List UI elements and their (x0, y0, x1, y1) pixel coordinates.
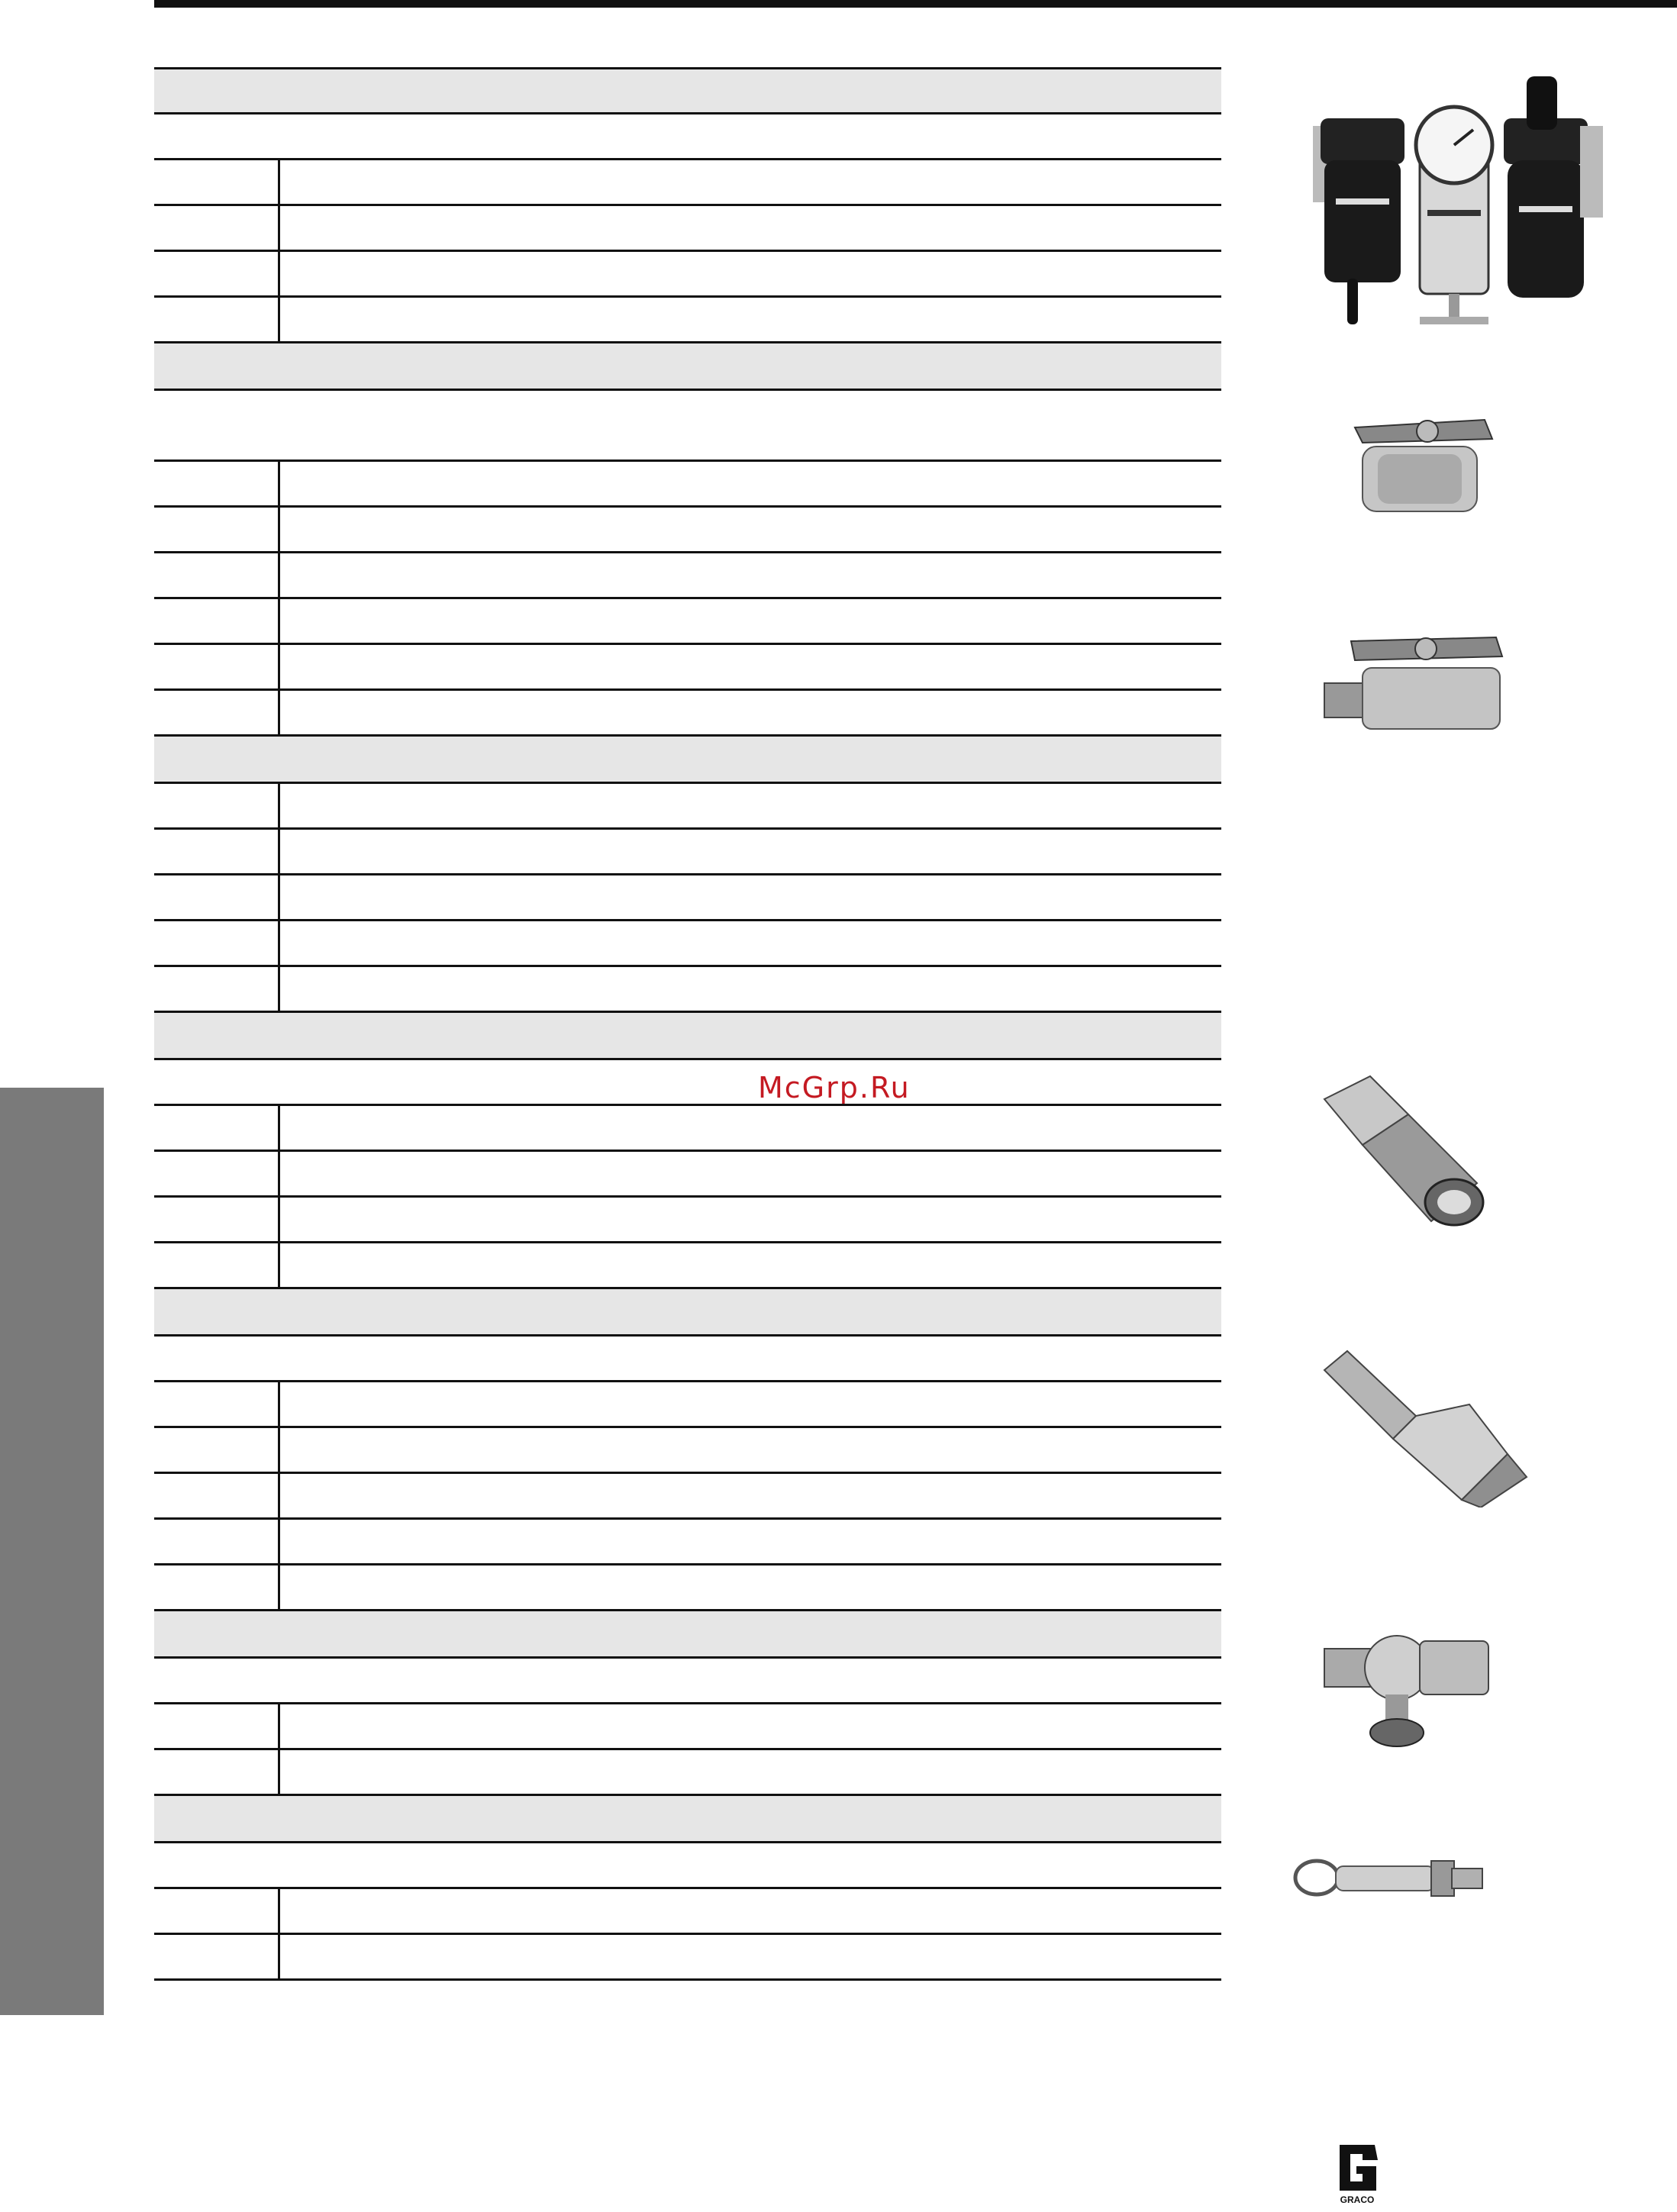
filter-regulator-lubricator-image (1305, 73, 1611, 332)
drain-valve-image (1321, 1618, 1496, 1756)
table-row (154, 1935, 1221, 1981)
table-row (154, 599, 1221, 645)
section-header (154, 343, 1221, 391)
section-description (154, 391, 1221, 462)
table-row (154, 645, 1221, 691)
table-row (154, 1106, 1221, 1152)
side-tab (0, 1088, 104, 2015)
graco-logo (1332, 2137, 1382, 2204)
table-row (154, 1704, 1221, 1750)
table-row (154, 1520, 1221, 1565)
table-row (154, 875, 1221, 921)
section-description (154, 1337, 1221, 1382)
table-row (154, 1889, 1221, 1935)
section-description (154, 114, 1221, 160)
table-row (154, 784, 1221, 830)
table-row (154, 1152, 1221, 1198)
table-row (154, 1565, 1221, 1611)
section-header (154, 1289, 1221, 1337)
quick-coupler-image (1309, 1069, 1492, 1229)
table-row (154, 206, 1221, 252)
table-row (154, 1428, 1221, 1474)
coupler-plug-image (1317, 1347, 1530, 1507)
watermark: McGrp.Ru (758, 1071, 911, 1104)
section-description (154, 1659, 1221, 1704)
parts-table (154, 67, 1221, 1981)
section-description (154, 1060, 1221, 1106)
section-header (154, 737, 1221, 784)
section-description (154, 1843, 1221, 1889)
table-row (154, 160, 1221, 206)
safety-relief-valve-image (1290, 1847, 1488, 1908)
table-row (154, 967, 1221, 1013)
table-row (154, 921, 1221, 967)
table-row (154, 1750, 1221, 1796)
section-header (154, 1611, 1221, 1659)
table-row (154, 1474, 1221, 1520)
table-row (154, 508, 1221, 553)
table-row (154, 1198, 1221, 1243)
section-header (154, 1796, 1221, 1843)
table-row (154, 691, 1221, 737)
section-header (154, 1013, 1221, 1060)
ball-valve-male-female-image (1321, 626, 1519, 733)
table-row (154, 462, 1221, 508)
table-row (154, 553, 1221, 599)
table-row (154, 830, 1221, 875)
table-row (154, 1382, 1221, 1428)
logo-text: GRACO (1340, 2194, 1375, 2204)
table-row (154, 298, 1221, 343)
table-row (154, 1243, 1221, 1289)
table-row (154, 252, 1221, 298)
top-rule (154, 0, 1677, 8)
ball-valve-female-image (1332, 405, 1515, 519)
section-header (154, 67, 1221, 114)
